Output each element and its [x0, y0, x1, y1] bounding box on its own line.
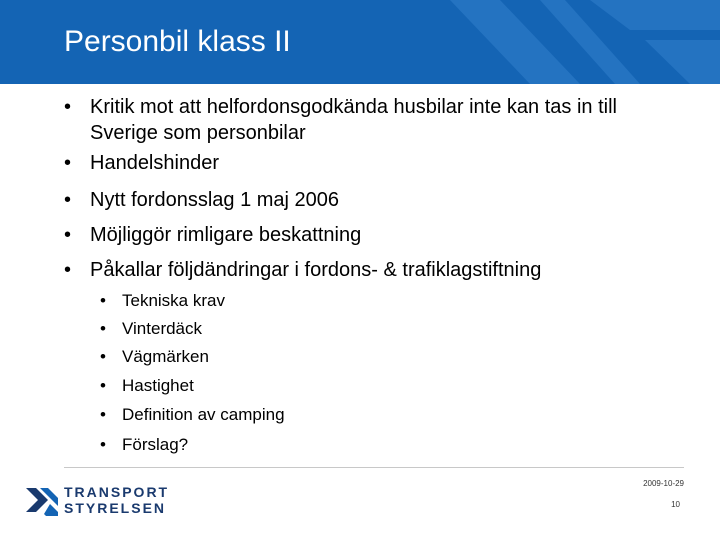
bullet-text: Påkallar följdändringar i fordons- & trafiklagstiftning	[90, 259, 542, 281]
sub-bullet-item	[100, 434, 660, 456]
footer-date: 2009-10-29	[643, 479, 684, 488]
bullet-dot: •	[64, 259, 72, 281]
footer-divider	[64, 467, 684, 468]
slide-title: Personbil klass II	[64, 25, 291, 58]
sub-bullet-text: Vägmärken	[122, 347, 209, 366]
sub-bullet-item	[100, 375, 660, 397]
sub-bullet-dot: •	[100, 319, 106, 338]
page-number: 10	[671, 500, 680, 509]
sub-bullet-text: Hastighet	[122, 376, 194, 395]
sub-bullet-item	[100, 290, 660, 312]
sub-bullet-dot: •	[100, 435, 106, 454]
bullet-item	[64, 187, 684, 213]
bullet-dot: •	[64, 152, 72, 174]
bullet-item	[64, 94, 684, 146]
bullet-dot: •	[64, 224, 72, 246]
slide-header	[0, 0, 720, 84]
sub-bullet-dot: •	[100, 291, 106, 310]
sub-bullet-text: Vinterdäck	[122, 319, 203, 338]
header-graphic-icon	[390, 0, 720, 84]
sub-bullet-text: Förslag?	[122, 435, 189, 454]
bullet-item	[64, 222, 684, 248]
sub-bullet-dot: •	[100, 405, 106, 424]
bullet-text: Kritik mot att helfordonsgodkända husbilar inte kan tas in till Sverige som personbilar	[90, 96, 617, 144]
bullet-text: Möjliggör rimligare beskattning	[90, 224, 362, 246]
bullet-text: Nytt fordonsslag 1 maj 2006	[90, 189, 340, 211]
transportstyrelsen-logo-icon	[26, 484, 58, 516]
bullet-item	[64, 257, 684, 283]
sub-bullet-dot: •	[100, 347, 106, 366]
sub-bullet-text: Definition av camping	[122, 405, 285, 424]
sub-bullet-item	[100, 318, 660, 340]
sub-bullet-item	[100, 346, 660, 368]
bullet-item	[64, 150, 684, 176]
transportstyrelsen-logo	[26, 484, 176, 518]
sub-bullet-dot: •	[100, 376, 106, 395]
sub-bullet-item	[100, 404, 660, 426]
bullet-dot: •	[64, 189, 72, 211]
logo-text-line2: STYRELSEN	[64, 500, 167, 516]
bullet-text: Handelshinder	[90, 152, 219, 174]
bullet-dot: •	[64, 96, 72, 118]
logo-text-line1: TRANSPORT	[64, 484, 170, 500]
sub-bullet-text: Tekniska krav	[122, 291, 225, 310]
